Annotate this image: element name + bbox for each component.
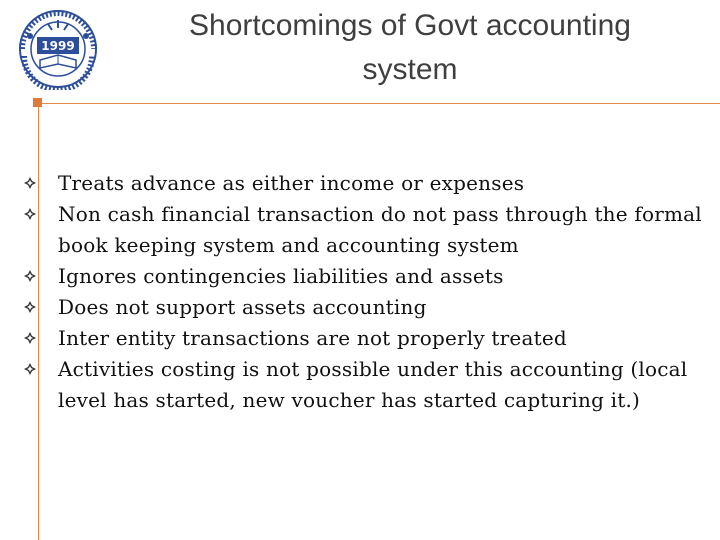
bullet-text: Ignores contingencies liabilities and assets	[58, 264, 504, 288]
bullet-list	[58, 168, 708, 416]
diamond-bullet-icon	[24, 208, 36, 220]
slide-title-line-2: system	[362, 53, 458, 86]
logo-badge-text: 1999	[41, 39, 75, 53]
diamond-bullet-icon	[24, 270, 36, 282]
bullet-text: Does not support assets accounting	[58, 295, 427, 319]
bullet-text: Activities costing is not possible under this accounting (local level has started, new voucher has started capturing it.)	[58, 357, 688, 412]
bullet-item	[58, 292, 708, 323]
bullet-item	[58, 168, 708, 199]
college-emblem-icon	[10, 8, 106, 90]
left-accent-line	[38, 103, 39, 540]
diamond-bullet-icon	[24, 332, 36, 344]
slide-title-line-1: Shortcomings of Govt accounting	[189, 9, 631, 42]
slide-title	[130, 4, 690, 92]
accent-square	[33, 98, 42, 107]
bullet-item	[58, 261, 708, 292]
bullet-item	[58, 323, 708, 354]
diamond-bullet-icon	[24, 363, 36, 375]
bullet-item	[58, 199, 708, 261]
bullet-text: Non cash financial transaction do not pass through the formal book keeping system and accounting system	[58, 202, 702, 257]
bullet-item	[58, 354, 708, 416]
diamond-bullet-icon	[24, 177, 36, 189]
college-logo	[10, 8, 106, 90]
title-divider	[38, 103, 720, 104]
diamond-bullet-icon	[24, 301, 36, 313]
bullet-text: Treats advance as either income or expenses	[58, 171, 525, 195]
bullet-text: Inter entity transactions are not properly treated	[58, 326, 567, 350]
